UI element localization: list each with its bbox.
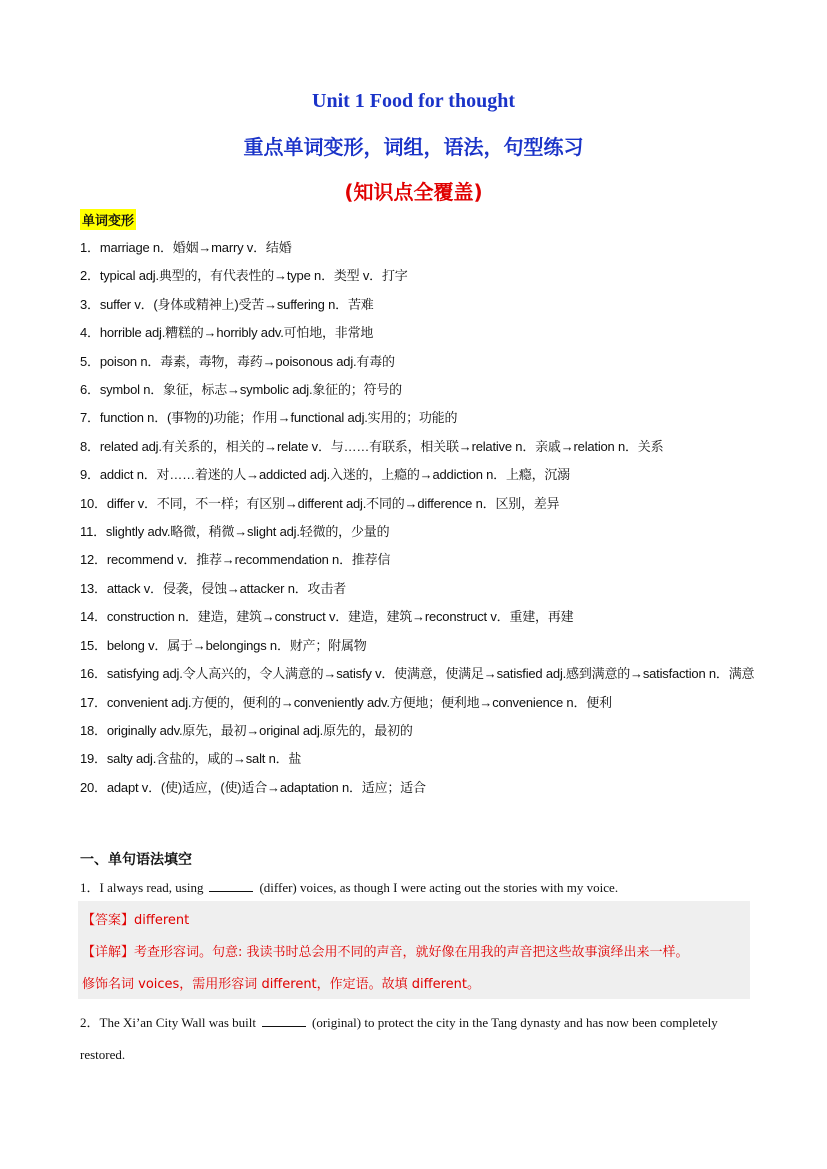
vocab-item: 2．typical adj.典型的，有代表性的→type n．类型 v．打字: [80, 268, 408, 284]
vocab-item: 16．satisfying adj.令人高兴的，令人满意的→satisfy v．使满意，使满足→satisfied adj.感到满意的→satisfaction n．满意: [80, 666, 755, 682]
vocab-item: 10．differ v．不同，不一样；有区别→different adj.不同的→difference n．区别，差异: [80, 495, 560, 511]
question-text: 2．The Xi’an City Wall was built: [80, 1015, 256, 1030]
vocab-item: 18．originally adv.原先，最初→original adj.原先的，最初的: [80, 722, 413, 738]
vocab-item: 13．attack v．侵袭，侵蚀→attacker n．攻击者: [80, 580, 346, 596]
vocab-section-label: 单词变形: [80, 209, 136, 230]
question-text: (differ) voices, as though I were acting out the stories with my voice.: [259, 880, 619, 895]
answer-label: 【答案】different: [82, 913, 190, 928]
vocab-item: 17．convenient adj.方便的，便利的→conveniently adv.方便地；便利地→convenience n．便利: [80, 694, 612, 710]
vocab-item: 1．marriage n．婚姻→marry v．结婚: [80, 240, 292, 255]
vocab-item: 5．poison n．毒素，毒物，毒药→poisonous adj.有毒的: [80, 353, 395, 369]
answer-detail: 修饰名词 voices，需用形容词 different，作定语。故填 different。: [82, 977, 480, 992]
vocab-item: 6．symbol n．象征，标志→symbolic adj.象征的；符号的: [80, 382, 402, 398]
answer-blank: [262, 1014, 306, 1027]
vocab-item: 14．construction n．建造，建筑→construct v．建造，建筑→reconstruct v．重建，再建: [80, 609, 574, 625]
vocab-item: 8．related adj.有关系的，相关的→relate v．与……有联系，相关联→relative n．亲戚→relation n．关系: [80, 438, 664, 454]
vocab-item: 4．horrible adj.糟糕的→horribly adv.可怕地，非常地: [80, 325, 374, 341]
coverage-note: (知识点全覆盖): [344, 180, 483, 204]
vocab-item: 3．suffer v．(身体或精神上)受苦→suffering n．苦难: [80, 296, 374, 312]
vocab-item: 15．belong v．属于→belongings n．财产；附属物: [80, 637, 367, 653]
vocab-item: 19．salty adj.含盐的，咸的→salt n．盐: [80, 751, 302, 767]
question-text: (original) to protect the city in the Tang dynasty and has now been completely restored.: [80, 1015, 718, 1062]
vocab-item: 12．recommend v．推荐→recommendation n．推荐信: [80, 552, 391, 568]
subtitle: 重点单词变形，词组，语法，句型练习: [243, 135, 584, 159]
answer-blank: [209, 879, 253, 892]
vocab-item: 20．adapt v．(使)适应，(使)适合→adaptation n．适应；适合: [80, 779, 426, 795]
unit-title: Unit 1 Food for thought: [312, 90, 515, 112]
answer-detail: 【详解】考查形容词。句意: 我读书时总会用不同的声音，就好像在用我的声音把这些故事演绎出来一样。: [82, 945, 689, 960]
vocab-item: 9．addict n．对……着迷的人→addicted adj.入迷的，上瘾的→addiction n．上瘾，沉溺: [80, 467, 570, 483]
grammar-section-title: 一、单句语法填空: [80, 852, 192, 868]
question-1: [80, 877, 618, 896]
vocab-list: [80, 234, 760, 802]
vocab-item: 7．function n．(事物的)功能；作用→functional adj.实用的；功能的: [80, 410, 458, 426]
vocab-item: 11．slightly adv.略微，稍微→slight adj.轻微的，少量的: [80, 524, 390, 540]
question-2: [80, 1007, 760, 1071]
question-text: 1．I always read, using: [80, 880, 204, 895]
